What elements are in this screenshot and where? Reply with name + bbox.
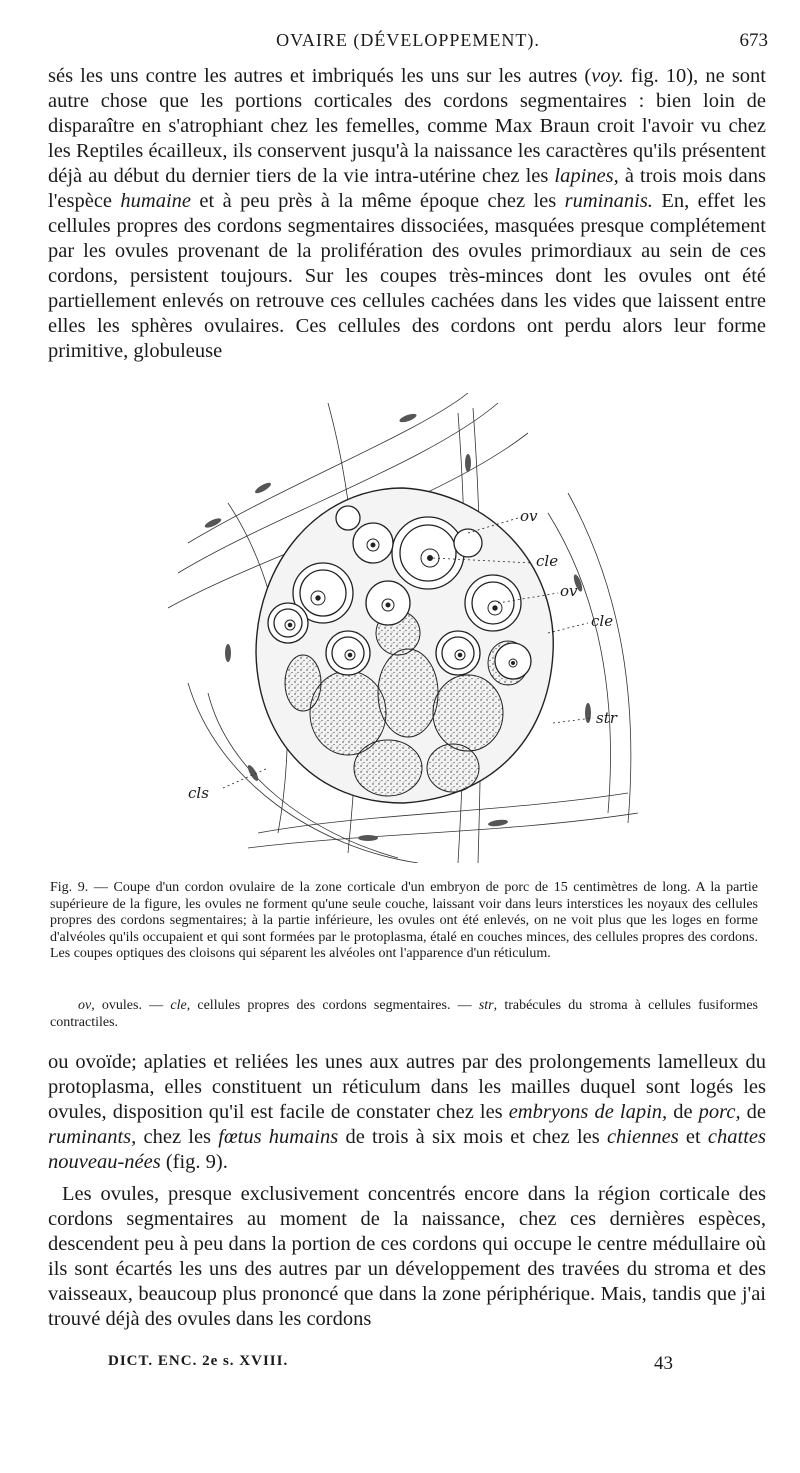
italic-run: str <box>478 998 494 1013</box>
italic-run: cle <box>170 998 187 1013</box>
figure-legend <box>50 998 758 1031</box>
text-run: ou ovoïde; aplaties et reliées les unes aux autres par des prolongements lamelleux du protoplasma, elles constituent un réticulum dans les mailles duquel sont logés les ovules, disposition qu'il est facile de constater chez les <box>48 1051 766 1123</box>
signature-mark: DICT. ENC. 2e s. XVIII. <box>108 1353 289 1369</box>
text-run: de <box>740 1101 766 1123</box>
paragraph-1 <box>48 64 766 364</box>
text-run: de <box>667 1101 699 1123</box>
text-run: , ovules. — <box>91 998 171 1013</box>
italic-run: fœtus humains <box>218 1126 339 1148</box>
label-ov-top: ov <box>520 507 538 525</box>
text-run: En, effet les cellules propres des cordons segmentaires dissociées, masquées presque complétement par les ovules provenant de la prolifération des ovules primordiaux au sein de ces cordons, persistent toujours. Sur les coupes très-minces dont les ovules ont été partiellement enlevés on retrouve ces cellules cachées dans les vides que laissent entre elles les sphères ovulaires. Ces cellules des cordons ont perdu alors leur forme primitive, globuleuse <box>48 190 766 362</box>
paragraph-2 <box>48 1050 766 1175</box>
ovarian-cord-illustration <box>168 393 638 863</box>
italic-run: embryons de lapin, <box>508 1101 668 1123</box>
page-header <box>48 30 768 56</box>
text-run: et <box>678 1126 708 1148</box>
label-cle-mid: cle <box>591 612 614 630</box>
sheet-number: 43 <box>654 1353 673 1374</box>
text-run: (fig. 9). <box>160 1151 228 1173</box>
text-run: chez les <box>136 1126 219 1148</box>
figure-ovarian-cord-section <box>168 393 638 863</box>
italic-run: porc, <box>698 1101 741 1123</box>
figure-caption: Fig. 9. — Coupe d'un cordon ovulaire de la zone corticale d'un embryon de porc de 15 centimètres de long. A la partie supérieure de la figure, les ovules ne forment qu'une seule couche, laissant voir dans leurs interstices les noyaux des cellules propres des cordons segmentaires; à la partie inférieure, les ovules ont été enlevés, on ne voit plus que les loges en forme d'alvéoles qu'ils occupaient et qui sont formées par le protoplasma, étalé en couches minces, des cellules propres des cordons. Les coupes optiques des cloisons qui séparent les alvéoles ont l'apparence d'un réticulum. <box>50 880 758 961</box>
page-number: 673 <box>739 30 768 51</box>
text-run: , cellules propres des cordons segmentaires. — <box>186 998 479 1013</box>
italic-run: chattes nouveau-nées <box>48 1126 766 1173</box>
running-title: OVAIRE (DÉVELOPPEMENT). <box>276 30 540 50</box>
label-cls: cls <box>188 784 209 802</box>
italic-run: ruminants, <box>48 1126 137 1148</box>
italic-run: voy. <box>591 65 624 87</box>
text-run: fig. 10), ne sont autre chose que les portions corticales des cordons segmentaires : bien loin de disparaître en s'atrophiant chez les femelles, comme Max Braun croit l'avoir vu chez les Reptiles écailleux, ils conservent jusqu'à la naissance les caractères qu'ils présentent déjà au début du dernier tiers de la vie intra-utérine chez les <box>48 65 766 187</box>
text-run: et à peu près à la même époque chez les <box>191 190 565 212</box>
paragraph-3: Les ovules, presque exclusivement concentrés encore dans la région corticale des cordons segmentaires au moment de la naissance, chez ces dernières espèces, descendent peu à peu dans la portion de ces cordons qui occupe le centre médullaire où ils sont écartés les uns des autres par un développement des travées du stroma et des vaisseaux, beaucoup plus prononcé que dans la zone périphérique. Mais, tandis que j'ai trouvé déjà des ovules dans les cordons <box>48 1183 766 1330</box>
label-ov-mid: ov <box>560 582 578 600</box>
text-run: à trois mois dans l'espèce <box>48 165 766 212</box>
italic-run: ruminanis. <box>564 190 653 212</box>
italic-run: humaine <box>120 190 192 212</box>
text-run: de trois à six mois et chez les <box>338 1126 607 1148</box>
italic-run: ov <box>78 998 92 1013</box>
label-cle-top: cle <box>536 552 559 570</box>
italic-run: chiennes <box>606 1126 679 1148</box>
page-footer <box>108 1353 673 1377</box>
italic-run: lapines, <box>554 165 619 187</box>
text-run: sés les uns contre les autres et imbriqués les uns sur les autres ( <box>48 65 592 87</box>
label-str: str <box>596 709 617 727</box>
text-run: , trabécules du stroma à cellules fusiformes contractiles. <box>50 998 758 1030</box>
